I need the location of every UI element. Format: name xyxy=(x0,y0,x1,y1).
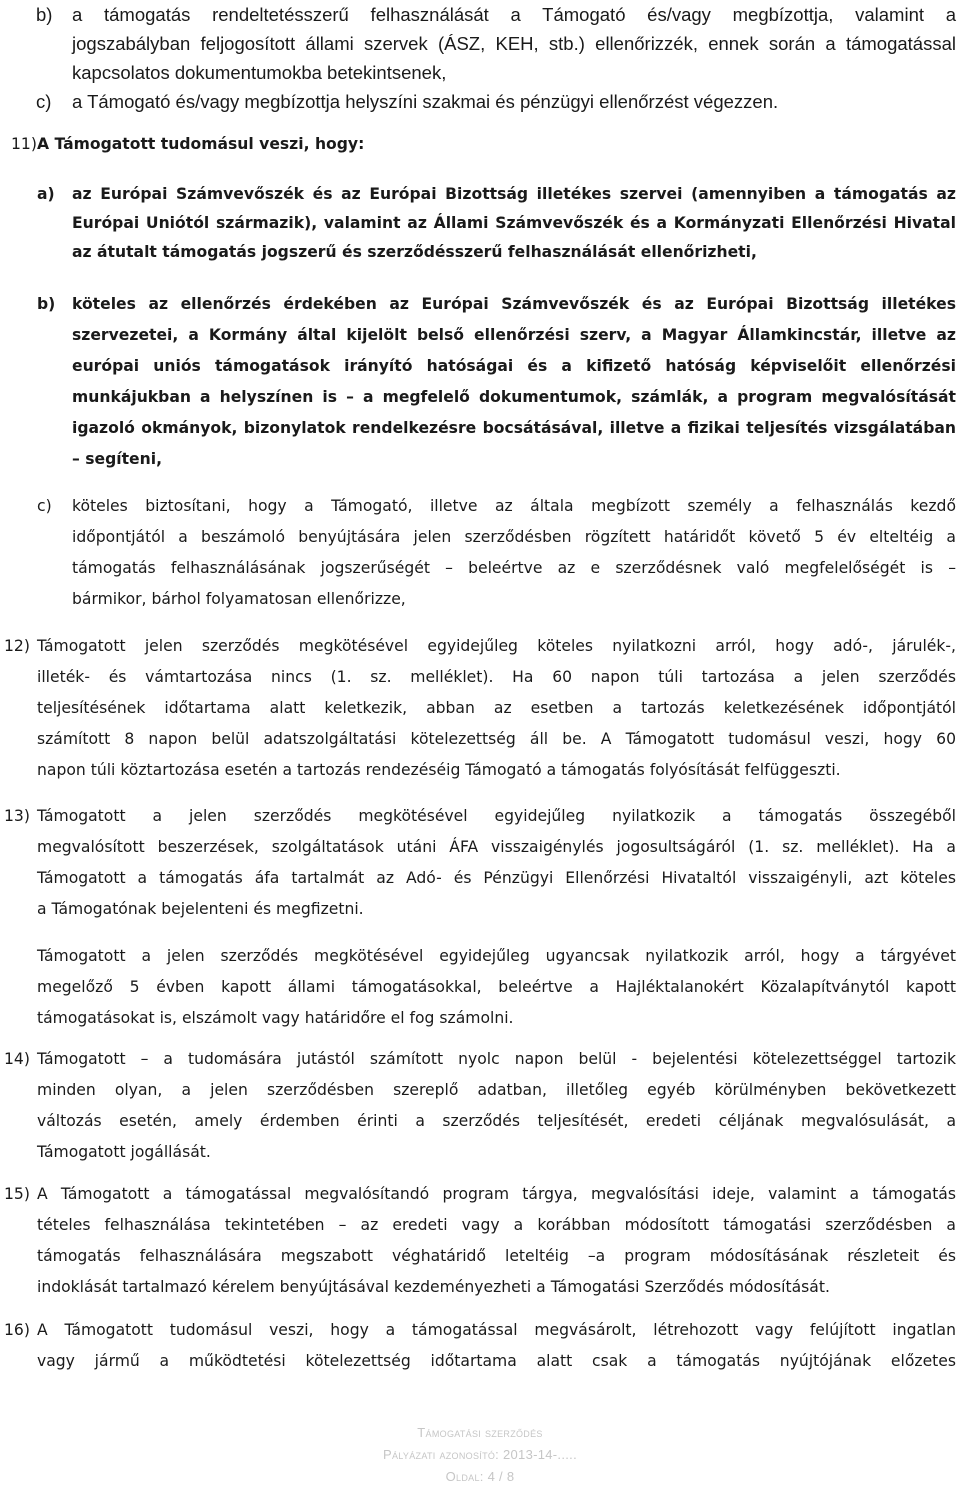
item-label: b) xyxy=(37,295,56,313)
item-line: az átutalt támogatás jogszerű és szerződésszerű felhasználását ellenőrizheti, xyxy=(72,243,757,261)
point-line: megelőző 5 évben kapott állami támogatásokkal, beleértve a Hajléktalanokért Közalapítványtól kapott xyxy=(37,978,956,996)
item-label: c) xyxy=(36,91,52,112)
item-line: igazoló okmányok, bizonylatok rendelkezésre bocsátásával, illetve a fizikai teljesítés vizsgálatában xyxy=(72,419,956,437)
item-line: szervezetei, a Kormány által kijelölt belső ellenőrzési szerv, a Magyar Államkincstár, illetve az xyxy=(72,326,956,344)
point-number: 13) xyxy=(4,807,30,825)
point-line: Támogatott – a tudomására jutástól számított nyolc napon belül - bejelentési kötelezettséggel tartozik xyxy=(37,1050,956,1068)
point-line: támogatás felhasználására megszabott véghatáridő leteltéig –a program módosításának részleteit és xyxy=(37,1247,956,1265)
point-line: tételes felhasználása tekintetében – az eredeti vagy a korábban módosított támogatási szerződésben a xyxy=(37,1216,956,1234)
point-number: 16) xyxy=(4,1321,30,1339)
point-line: a Támogatónak bejelenteni és megfizetni. xyxy=(37,900,364,918)
item-line: Európai Uniótól származik), valamint az Állami Számvevőszék és a Kormányzati Ellenőrzési Hivatal xyxy=(72,214,956,232)
point-line: Támogatott a jelen szerződés megkötésével egyidejűleg nyilatkozik a támogatás összegéből xyxy=(37,807,956,825)
item-line: időpontjától a beszámoló benyújtására jelen szerződésben rögzített határidőt követő 5 év elteltéig a xyxy=(72,528,956,546)
point-line: A Támogatott tudomásul veszi, hogy a támogatással megvásárolt, létrehozott vagy felújított ingatlan xyxy=(37,1321,956,1339)
item-line: jogszabályban feljogosított állami szervek (ÁSZ, KEH, stb.) ellenőrizzék, ennek során a támogatással xyxy=(72,33,956,54)
item-line: bármikor, bárhol folyamatosan ellenőrizze, xyxy=(72,590,406,608)
point-line: vagy jármű a működtetési kötelezettség időtartama alatt csak a támogatás nyújtójának előzetes xyxy=(37,1352,956,1370)
item-line: európai uniós támogatások irányító hatóságai és a kifizető hatóság képviselőit ellenőrzési xyxy=(72,357,956,375)
item-line: – segíteni, xyxy=(72,450,162,468)
item-line: támogatás felhasználásának jogszerűségét – beleértve az e szerződésnek való megfelelőségét is – xyxy=(72,559,956,577)
footer-id: Pályázati azonosító: 2013-14-..... xyxy=(383,1447,577,1462)
item-line: kapcsolatos dokumentumokba betekintsenek, xyxy=(72,62,447,83)
point-line: számított 8 napon belül adatszolgáltatási kötelezettség áll be. A Támogatott tudomásul veszi, hogy 60 xyxy=(37,730,956,748)
point-number: 11) xyxy=(11,135,37,153)
point-line: Támogatott jogállását. xyxy=(37,1143,211,1161)
point-line: napon túli köztartozása esetén a tartozás rendezéséig Támogató a támogatás folyósítását felfüggeszti. xyxy=(37,761,841,779)
item-line: a támogatás rendeltetésszerű felhasználását a Támogató és/vagy megbízottja, valamint a xyxy=(72,4,956,25)
point-line: Támogatott a támogatás áfa tartalmát az Adó- és Pénzügyi Ellenőrzési Hivataltól visszaigényli, azt köteles xyxy=(37,869,956,887)
item-line: köteles biztosítani, hogy a Támogató, illetve az általa megbízott személy a felhasználás kezdő xyxy=(72,497,956,515)
item-label: b) xyxy=(36,4,53,25)
point-line: indoklását tartalmazó kérelem benyújtásával kezdeményezheti a Támogatási Szerződés módosítását. xyxy=(37,1278,830,1296)
point-line: megvalósított beszerzések, szolgáltatások utáni ÁFA visszaigénylés jogosultságáról (1. sz. melléklet). Ha a xyxy=(37,838,956,856)
point-line: minden olyan, a jelen szerződésben szereplő adatban, illetőleg egyéb körülményben bekövetkezett xyxy=(37,1081,956,1099)
point-number: 12) xyxy=(4,637,30,655)
item-label: a) xyxy=(37,185,55,203)
footer-title: Támogatási szerződés xyxy=(417,1425,543,1440)
point-line: Támogatott a jelen szerződés megkötésével egyidejűleg ugyancsak nyilatkozik arról, hogy a tárgyévet xyxy=(37,947,956,965)
item-line: köteles az ellenőrzés érdekében az Európai Számvevőszék és az Európai Bizottság illetékes xyxy=(72,295,956,313)
item-line: munkájukban a helyszínen is – a megfelelő dokumentumok, számlák, a program megvalósítását xyxy=(72,388,956,406)
point-number: 15) xyxy=(4,1185,30,1203)
point-number: 14) xyxy=(4,1050,30,1068)
point-line: Támogatott jelen szerződés megkötésével egyidejűleg köteles nyilatkozni arról, hogy adó-, járulék-, xyxy=(37,637,956,655)
point-line: változás esetén, amely érdemben érinti a szerződés teljesítését, eredeti céljának megvalósulását, a xyxy=(37,1112,956,1130)
item-line: a Támogató és/vagy megbízottja helyszíni szakmai és pénzügyi ellenőrzést végezzen. xyxy=(72,91,779,112)
point-heading: A Támogatott tudomásul veszi, hogy: xyxy=(37,135,365,153)
point-line: A Támogatott a támogatással megvalósítandó program tárgya, megvalósítási ideje, valamint a támogatás xyxy=(37,1185,956,1203)
footer-page-number: Oldal: 4 / 8 xyxy=(445,1469,515,1484)
point-line: teljesítésének időtartama alatt keletkezik, abban az esetben a tartozás keletkezésének időpontjától xyxy=(37,699,956,717)
point-line: támogatásokat is, elszámolt vagy határidőre el fog számolni. xyxy=(37,1009,514,1027)
item-line: az Európai Számvevőszék és az Európai Bizottság illetékes szervei (amennyiben a támogatás az xyxy=(72,185,956,203)
point-line: illeték- és vámtartozása nincs (1. sz. melléklet). Ha 60 napon túli tartozása a jelen szerződés xyxy=(37,668,956,686)
item-label: c) xyxy=(37,497,52,515)
